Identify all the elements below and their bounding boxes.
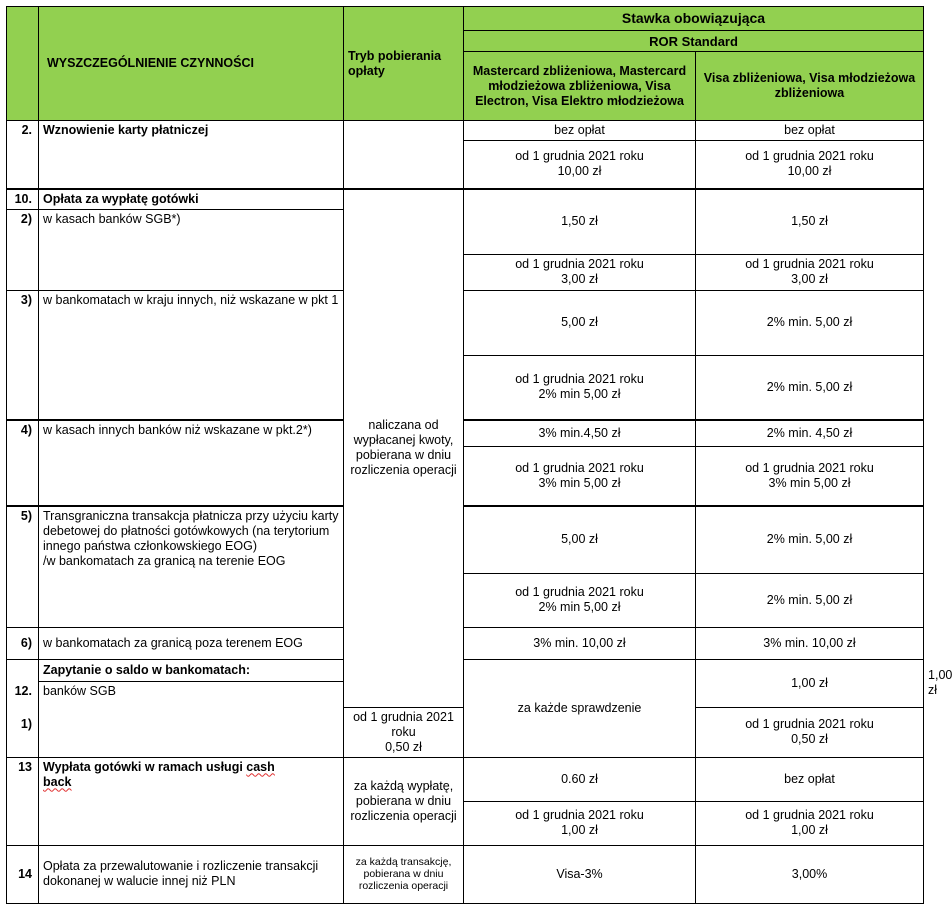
row-mode: naliczana od wypłacanej kwoty, pobierana w dniu rozliczenia operacji xyxy=(344,189,464,708)
row-label: w bankomatach za granicą poza terenem EOG xyxy=(39,627,344,659)
fee-cell: 5,00 zł xyxy=(464,290,696,355)
row-mode: za każdą transakcję, pobierana w dniu rozliczenia operacji xyxy=(344,845,464,903)
fee-cell: od 1 grudnia 2021 roku 10,00 zł xyxy=(696,141,924,189)
fee-cell: 2% min. 5,00 zł xyxy=(696,573,924,627)
fee-cell: od 1 grudnia 2021 roku 3,00 zł xyxy=(696,254,924,290)
row-number: 14 xyxy=(7,845,39,903)
fee-cell: bez opłat xyxy=(696,121,924,141)
row-label: w kasach banków SGB*) xyxy=(39,209,344,290)
fee-cell: 1,50 zł xyxy=(696,189,924,255)
row-label: Zapytanie o saldo w bankomatach: xyxy=(39,659,344,681)
row-number: 6) xyxy=(7,627,39,659)
row-label: Wypłata gotówki w ramach usługi cash back xyxy=(39,757,344,845)
row-number: 5) xyxy=(7,506,39,627)
fee-cell: od 1 grudnia 2021 roku 3% min 5,00 zł xyxy=(464,446,696,506)
fee-cell: od 1 grudnia 2021 roku 3,00 zł xyxy=(464,254,696,290)
row-mode: za każde sprawdzenie xyxy=(464,659,696,757)
row-label: Opłata za wypłatę gotówki xyxy=(39,189,344,210)
fee-cell: od 1 grudnia 2021 roku 1,00 zł xyxy=(696,801,924,845)
fee-cell: 2% min. 5,00 zł xyxy=(696,355,924,420)
fee-cell: od 1 grudnia 2021 roku 3% min 5,00 zł xyxy=(696,446,924,506)
fee-cell: 3% min. 10,00 zł xyxy=(696,627,924,659)
fee-cell: 3,00% xyxy=(696,845,924,903)
fee-cell: Visa-3% xyxy=(464,845,696,903)
fee-cell: 3% min. 10,00 zł xyxy=(464,627,696,659)
fee-cell: 5,00 zł xyxy=(464,506,696,573)
row-label: w kasach innych banków niż wskazane w pkt.2*) xyxy=(39,420,344,506)
fee-cell: 0.60 zł xyxy=(464,757,696,801)
header-mode: Tryb pobierania opłaty xyxy=(344,7,464,121)
fee-cell: od 1 grudnia 2021 roku 2% min 5,00 zł xyxy=(464,573,696,627)
row-number-sub: 1) xyxy=(20,717,32,731)
row-number: 13 xyxy=(7,757,39,845)
fee-table: WYSZCZEGÓLNIENIE CZYNNOŚCI Tryb pobierania opłaty Stawka obowiązująca ROR Standard Mastercard zbliżeniowa, Mastercard młodzieżowa zbliżeniowa, Visa Electron, Visa Elektro młodzieżowa Visa zbliżeniowa, Visa młodzieżowa zbliżeniowa 2. Wznowienie karty płatniczej bez opłat bez opłat od 1 grudnia 2021 roku 10,00 zł od 1 grudnia 2021 roku 10,00 zł 10. Opłata za wypłatę gotówki naliczana od wypłacanej kwoty, pobierana w dniu rozliczenia operacji 1,50 zł 1,50 zł 2) w kasach banków SGB*) od 1 grudnia 2021 roku 3,00 zł od 1 grudnia 2021 roku 3,00 zł 3) w bankomatach w kraju innych, niż wskazane w pkt 1 5,00 zł 2% min. 5,00 zł od 1 grudnia 2021 roku 2% min 5,00 zł 2% min. 5,00 zł 4) w kasach innych banków niż wskazane w pkt.2*) 3% min.4,50 zł 2% min. 4,50 zł od 1 grudnia 2021 roku 3% min 5,00 zł od 1 grudnia 2021 roku 3% min 5,00 zł 5) Transgraniczna transakcja płatnicza przy użyciu karty debetowej do płatności gotówkowych (na terytorium innego państwa członkowskiego EOG) /w bankomatach za granicą na terenie EOG 5,00 zł 2% min. 5,00 zł od 1 grudnia 2021 roku 2% min 5,00 zł 2% min. 5,00 zł 6) w bankomatach za granicą poza terenem EOG 3% min. 10,00 zł 3% min. 10,00 zł 12. 1) Zapytanie o saldo w bankomatach: za każde sprawdzenie 1,00 zł 1,00 zł banków SGB od 1 grudnia 2021 roku 0,50 zł od 1 grudnia 2021 roku 0,50 zł 13 Wypłata gotówki w ramach usługi cash back za każdą wypłatę, pobierana w dniu rozliczenia operacji 0.60 zł bez opłat od 1 grudnia 2021 roku 1,00 zł od 1 grudnia 2021 roku 1,00 zł 14 Opłata za przewalutowanie i rozliczenie transakcji dokonanej w walucie innej niż PLN za każdą transakcję, pobierana w dniu rozliczenia operacji Visa-3% 3,00% xyxy=(6,6,924,904)
header-card-mastercard: Mastercard zbliżeniowa, Mastercard młodzieżowa zbliżeniowa, Visa Electron, Visa Elektro młodzieżowa xyxy=(464,52,696,121)
row-number xyxy=(7,659,39,757)
fee-cell: 2% min. 4,50 zł xyxy=(696,420,924,446)
row-number: 2) xyxy=(7,209,39,290)
fee-cell: 2% min. 5,00 zł xyxy=(696,506,924,573)
fee-cell: od 1 grudnia 2021 roku 1,00 zł xyxy=(464,801,696,845)
fee-cell: od 1 grudnia 2021 roku 2% min 5,00 zł xyxy=(464,355,696,420)
fee-cell: 1,50 zł xyxy=(464,189,696,255)
row-mode: za każdą wypłatę, pobierana w dniu rozliczenia operacji xyxy=(344,757,464,845)
row-label: Opłata za przewalutowanie i rozliczenie transakcji dokonanej w walucie innej niż PLN xyxy=(39,845,344,903)
row-number: 2. xyxy=(7,121,39,189)
fee-cell: bez opłat xyxy=(464,121,696,141)
row-number: 4) xyxy=(7,420,39,506)
row-label: Transgraniczna transakcja płatnicza przy użyciu karty debetowej do płatności gotówkowych (na terytorium innego państwa członkowskiego EOG) /w bankomatach za granicą na terenie EOG xyxy=(39,506,344,627)
row-number: 3) xyxy=(7,290,39,420)
row-number: 10. xyxy=(7,189,39,210)
row-label: Wznowienie karty płatniczej xyxy=(39,121,344,189)
fee-cell: 3% min.4,50 zł xyxy=(464,420,696,446)
row-number-main: 12. xyxy=(14,684,32,698)
fee-cell: od 1 grudnia 2021 roku 0,50 zł xyxy=(696,707,924,757)
header-card-visa: Visa zbliżeniowa, Visa młodzieżowa zbliżeniowa xyxy=(696,52,924,121)
fee-cell: bez opłat xyxy=(696,757,924,801)
header-rate-product: ROR Standard xyxy=(464,31,924,52)
fee-cell: 1,00 zł xyxy=(696,659,924,707)
row-mode xyxy=(344,121,464,189)
fee-cell: od 1 grudnia 2021 roku 10,00 zł xyxy=(464,141,696,189)
fee-cell: od 1 grudnia 2021 roku 0,50 zł xyxy=(344,707,464,757)
header-activity: WYSZCZEGÓLNIENIE CZYNNOŚCI xyxy=(39,7,344,121)
fee-cell: 2% min. 5,00 zł xyxy=(696,290,924,355)
header-number-cell xyxy=(7,7,39,121)
row-sub-label: banków SGB xyxy=(39,681,344,757)
row-label: w bankomatach w kraju innych, niż wskazane w pkt 1 xyxy=(39,290,344,420)
header-rate-title: Stawka obowiązująca xyxy=(464,7,924,31)
